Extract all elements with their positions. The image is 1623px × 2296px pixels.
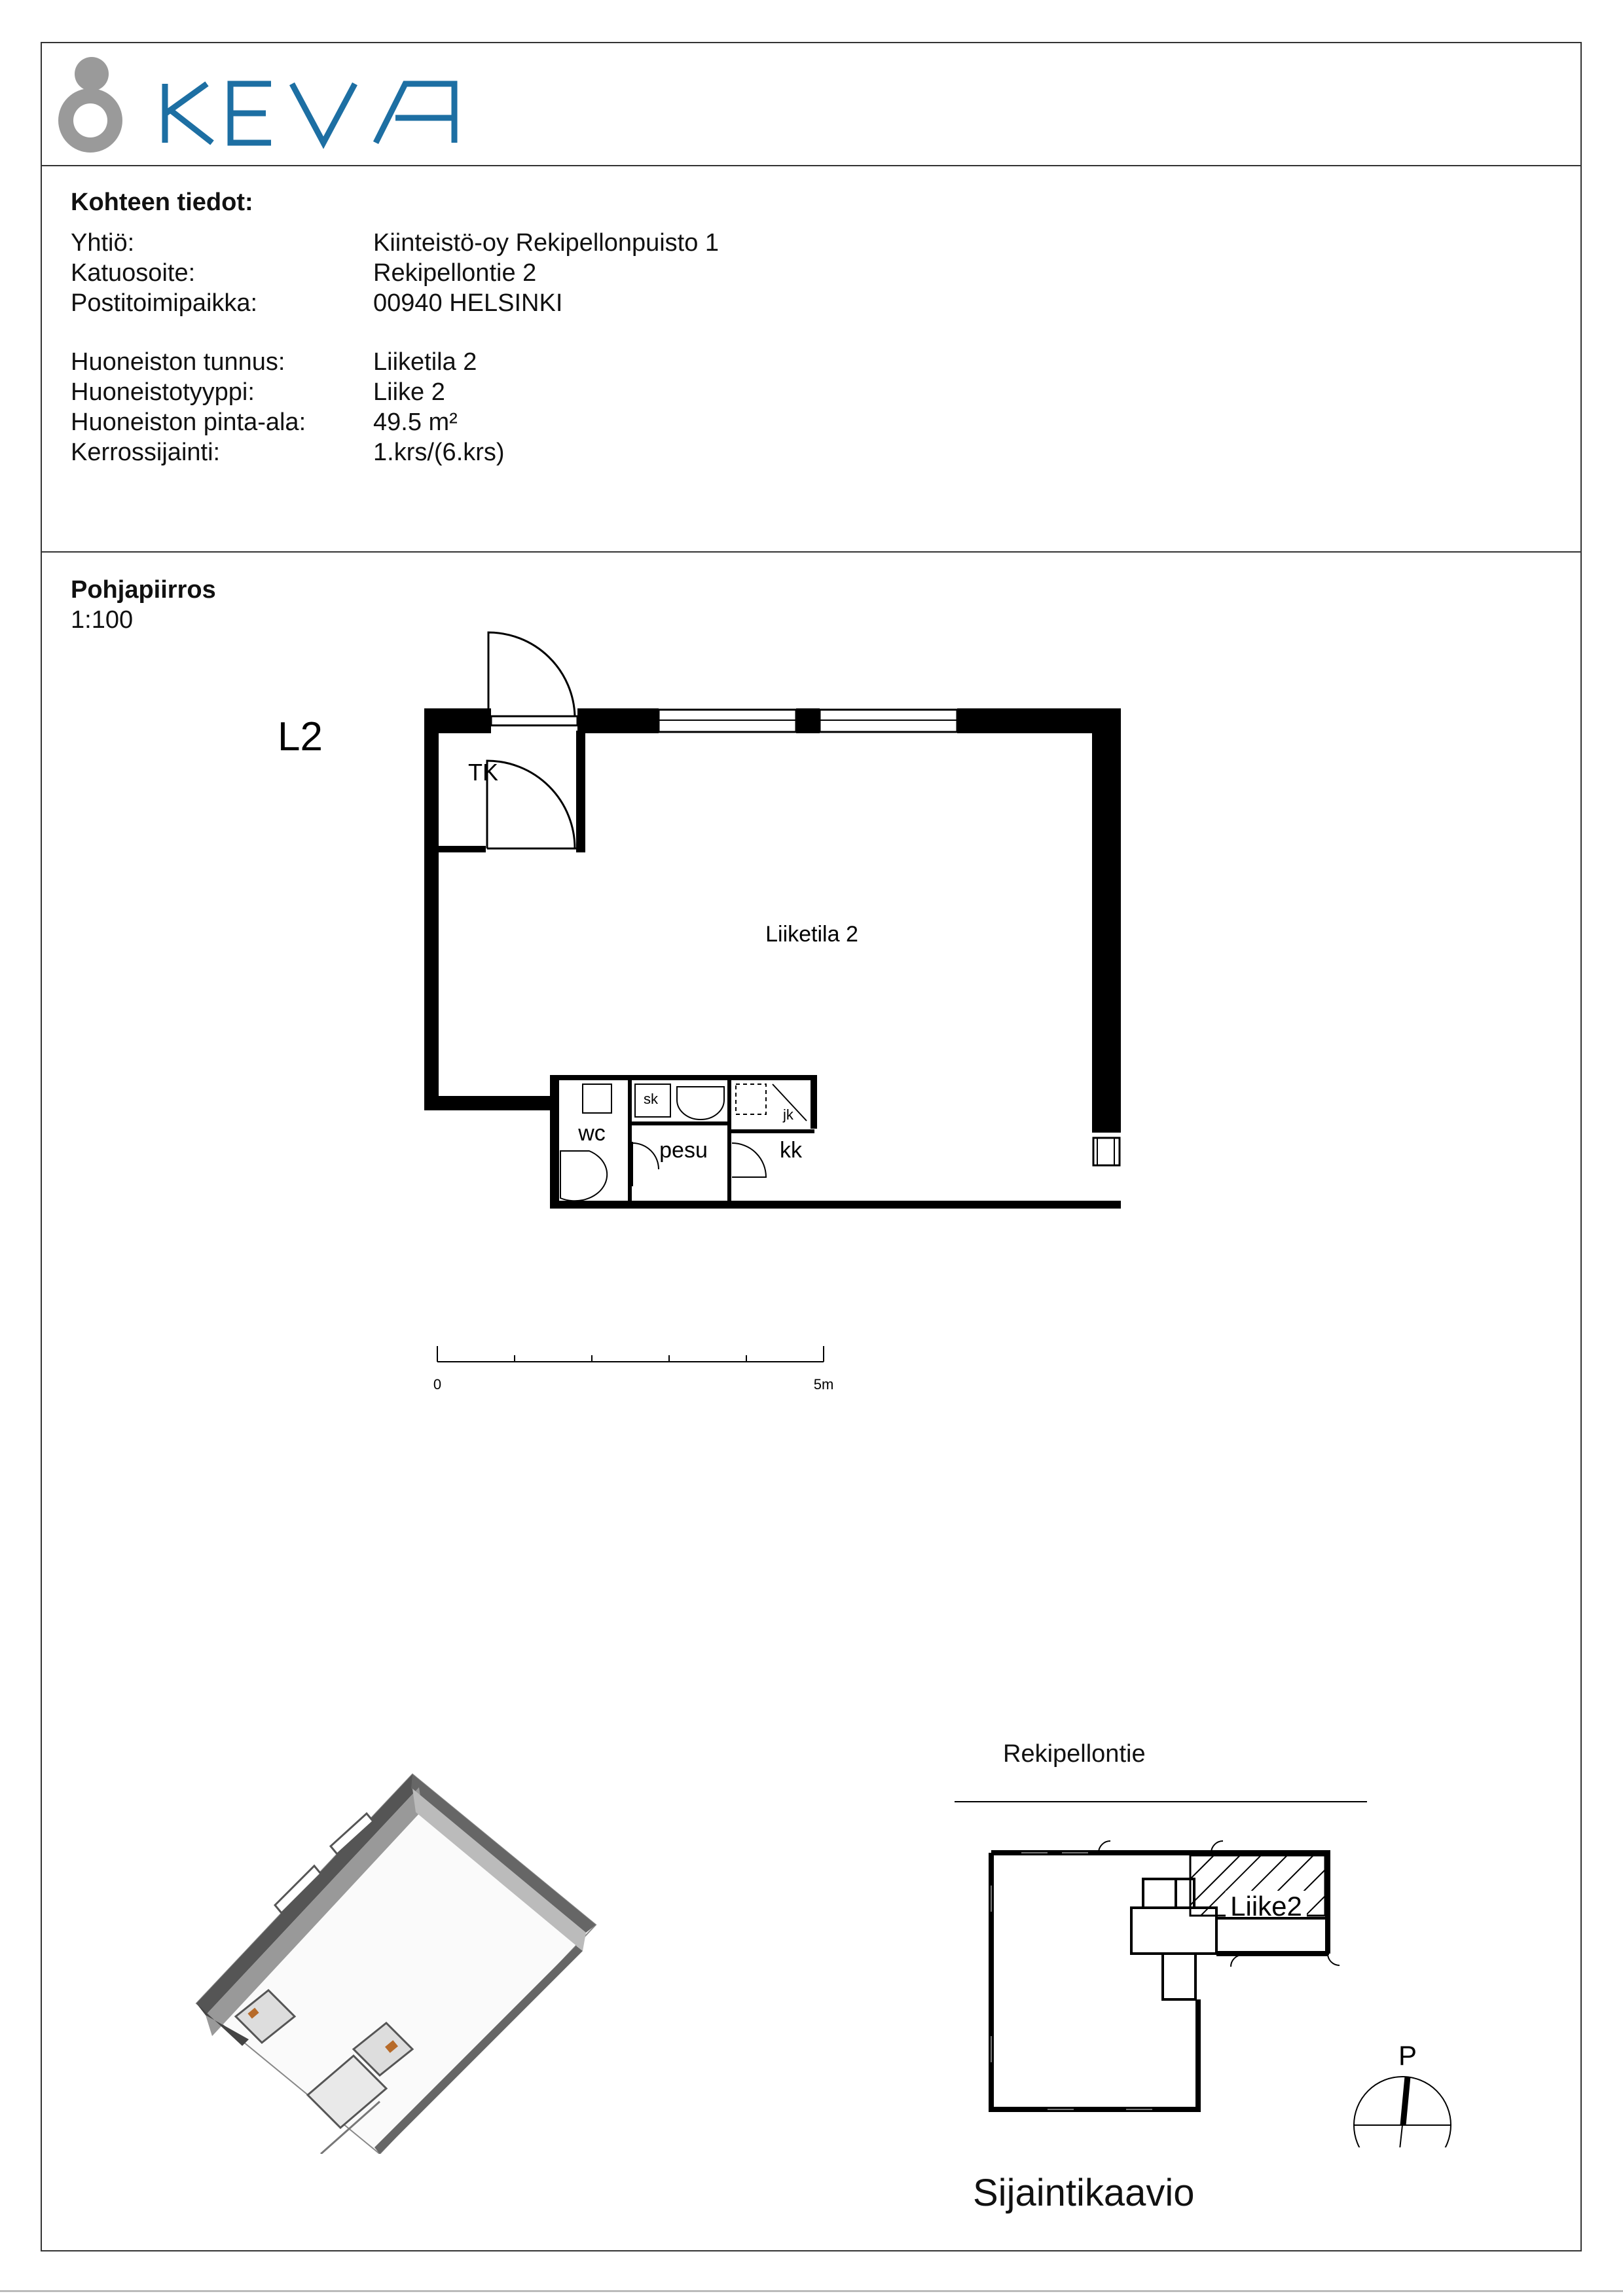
site-title: Sijaintikaavio xyxy=(973,2172,1195,2214)
detail-row-id xyxy=(71,347,505,377)
isometric-view xyxy=(190,1761,609,2154)
site-street-label: Rekipellontie xyxy=(1003,1740,1146,1768)
fridge-icon xyxy=(736,1084,766,1114)
detail-label: Huoneistotyyppi: xyxy=(71,378,255,406)
detail-value: 1.krs/(6.krs) xyxy=(373,439,505,466)
site-plan xyxy=(943,1781,1519,2147)
sink-icon xyxy=(677,1087,724,1120)
header-divider xyxy=(41,165,1582,166)
detail-label: Huoneiston pinta-ala: xyxy=(71,409,306,436)
plan-heading: Pohjapiirros xyxy=(71,576,216,604)
logo-mark-icon xyxy=(58,57,122,153)
detail-label: Postitoimipaikka: xyxy=(71,289,258,317)
washbasin-icon xyxy=(560,1151,607,1201)
detail-row-type xyxy=(71,377,505,407)
details-heading: Kohteen tiedot: xyxy=(71,189,253,216)
plan-walls xyxy=(424,708,1121,1209)
floor-plan xyxy=(223,615,1139,1427)
detail-value: Rekipellontie 2 xyxy=(373,259,537,287)
detail-row-postal xyxy=(71,288,719,318)
wc-cistern-icon xyxy=(583,1084,611,1113)
isometric-render-image xyxy=(196,1774,596,2154)
logo-wordmark xyxy=(165,84,454,143)
details-group-company xyxy=(71,228,719,318)
detail-row-area xyxy=(71,407,505,437)
detail-row-street xyxy=(71,258,719,288)
plan-scale: 1:100 xyxy=(71,606,134,634)
details-divider xyxy=(41,551,1582,553)
detail-value: Kiinteistö-oy Rekipellonpuisto 1 xyxy=(373,229,720,257)
detail-label: Huoneiston tunnus: xyxy=(71,348,285,376)
room-label-sk: sk xyxy=(644,1091,658,1107)
site-unit-label: Liike2 xyxy=(1230,1891,1302,1922)
detail-value: 00940 HELSINKI xyxy=(373,289,563,317)
tk-door-icon xyxy=(487,761,576,848)
detail-label: Katuosoite: xyxy=(71,259,196,287)
entrance-door-icon xyxy=(488,632,575,716)
detail-row-floor xyxy=(71,437,505,467)
keva-logo xyxy=(48,52,494,157)
room-label-tk: TK xyxy=(467,759,499,786)
detail-label: Kerrossijainti: xyxy=(71,439,221,466)
room-label-pesu: pesu xyxy=(659,1138,708,1163)
kk-door-icon xyxy=(732,1143,766,1177)
scale-end: 5m xyxy=(813,1376,834,1393)
detail-label: Yhtiö: xyxy=(71,229,135,257)
scale-start: 0 xyxy=(433,1376,442,1393)
north-label: P xyxy=(1398,2040,1417,2071)
room-label-main: Liiketila 2 xyxy=(765,922,858,947)
room-label-jk: jk xyxy=(783,1106,793,1123)
detail-value: Liiketila 2 xyxy=(373,348,477,376)
page-bottom-rule xyxy=(0,2290,1623,2292)
room-label-kk: kk xyxy=(780,1138,802,1163)
detail-row-company xyxy=(71,228,719,258)
room-label-wc: wc xyxy=(578,1121,606,1146)
detail-value: 49.5 m² xyxy=(373,409,458,436)
tk-walls xyxy=(437,731,585,852)
site-windows xyxy=(991,1853,1152,2109)
detail-value: Liike 2 xyxy=(373,378,445,406)
details-group-unit xyxy=(71,347,505,467)
north-compass-icon xyxy=(1354,2077,1451,2147)
unit-code: L2 xyxy=(278,714,323,759)
scale-bar xyxy=(437,1346,824,1362)
